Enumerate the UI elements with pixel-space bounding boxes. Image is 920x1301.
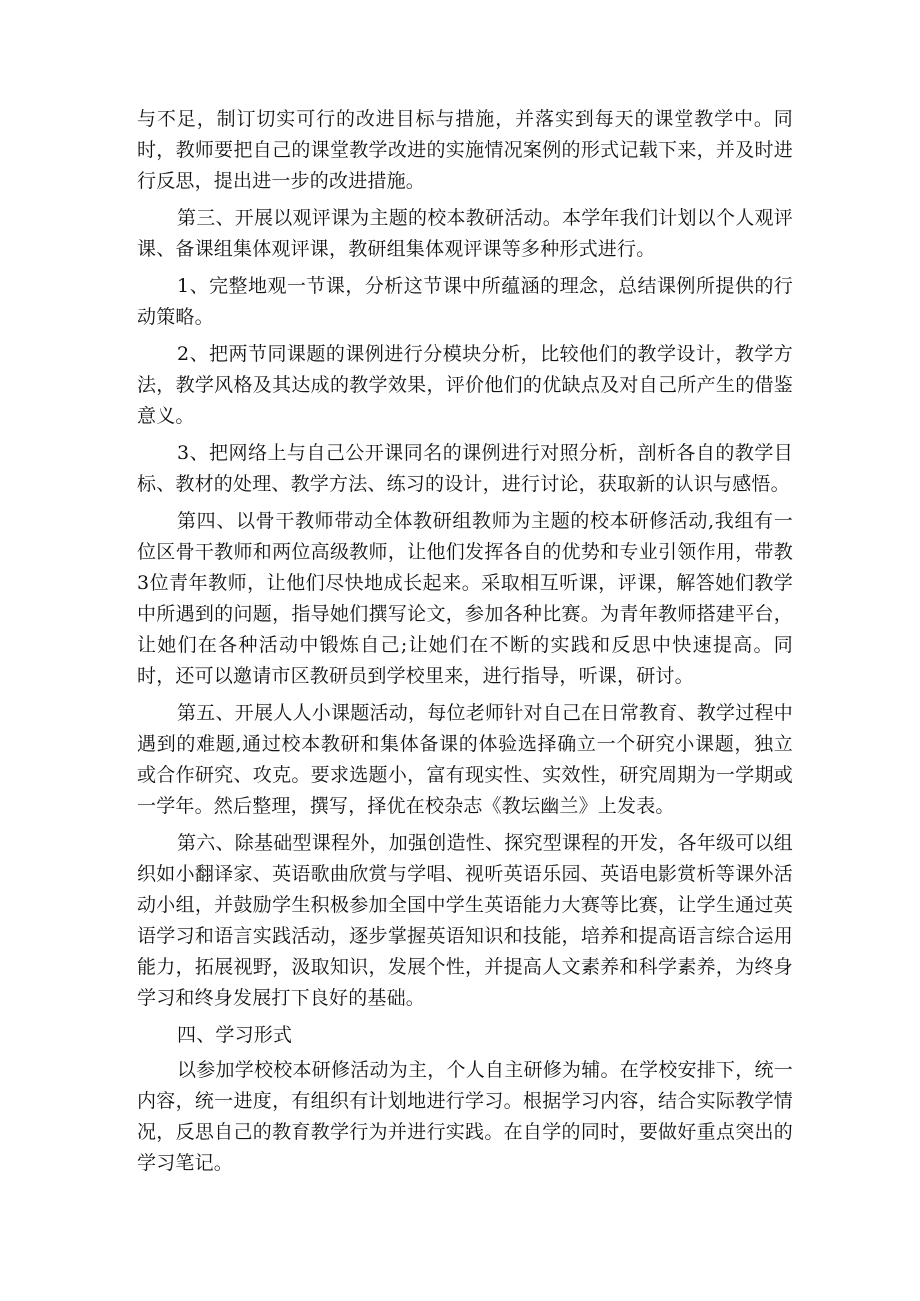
paragraph-sixth-activity: 第六、除基础型课程外，加强创造性、探究型课程的开发，各年级可以组织如小翻译家、英语歌曲欣赏与学唱、视听英语乐园、英语电影赏析等课外活动小组，并鼓励学生积极参加全国中学生英语能力大赛等比赛，让学生通过英语学习和语言实践活动，逐步掌握英语知识和技能，培养和提高语言综合运用能力，拓展视野，汲取知识，发展个性，并提高人文素养和科学素养，为终身学习和终身发展打下良好的基础。 [137,832,793,1009]
paragraph-continuation: 与不足，制订切实可行的改进目标与措施，并落实到每天的课堂教学中。同时，教师要把自己的课堂教学改进的实施情况案例的形式记载下来，并及时进行反思，提出进一步的改进措施。 [137,108,793,192]
document-page [137,104,793,1185]
paragraph-item-1: 1、完整地观一节课，分析这节课中所蕴涵的理念，总结课例所提供的行动策略。 [137,275,793,328]
section-heading-learning-form: 四、学习形式 [177,1024,293,1046]
paragraph-fourth-activity: 第四、以骨干教师带动全体教研组教师为主题的校本研修活动,我组有一位区骨干教师和两位高级教师，让他们发挥各自的优势和专业引领作用，带教3位青年教师，让他们尽快地成长起来。采取相互听课，评课，解答她们教学中所遇到的问题，指导她们撰写论文，参加各种比赛。为青年教师搭建平台，让她们在各种活动中锻炼自己;让她们在不断的实践和反思中快速提高。同时，还可以邀请市区教研员到学校里来，进行指导，听课，研讨。 [137,510,793,687]
paragraph-item-3: 3、把网络上与自己公开课同名的课例进行对照分析，剖析各自的教学目标、教材的处理、教学方法、练习的设计，进行讨论，获取新的认识与感悟。 [137,442,793,495]
paragraph-third-activity: 第三、开展以观评课为主题的校本教研活动。本学年我们计划以个人观评课、备课组集体观评课，教研组集体观评课等多种形式进行。 [137,207,793,260]
paragraph-item-2: 2、把两节同课题的课例进行分模块分析，比较他们的教学设计，教学方法，教学风格及其达成的教学效果，评价他们的优缺点及对自己所产生的借鉴意义。 [137,343,793,427]
paragraph-learning-form: 以参加学校校本研修活动为主，个人自主研修为辅。在学校安排下，统一内容，统一进度，有组织有计划地进行学习。根据学习内容，结合实际教学情况，反思自己的教育教学行为并进行实践。在自学的同时，要做好重点突出的学习笔记。 [137,1059,793,1174]
paragraph-fifth-activity: 第五、开展人人小课题活动，每位老师针对自己在日常教育、教学过程中遇到的难题,通过校本教研和集体备课的体验选择确立一个研究小课题，独立或合作研究、攻克。要求选题小，富有现实性、实效性，研究周期为一学期或一学年。然后整理，撰写，择优在校杂志《教坛幽兰》上发表。 [137,702,793,817]
